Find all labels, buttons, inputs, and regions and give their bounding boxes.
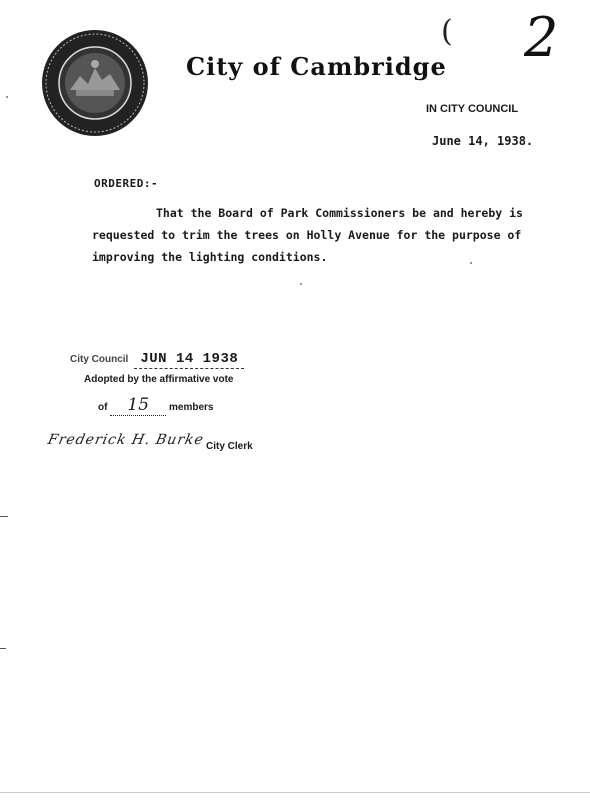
order-body (92, 202, 552, 268)
ordered-heading: ORDERED:- (94, 177, 159, 190)
scan-mark (0, 516, 8, 517)
stamp-date: JUN 14 1938 (134, 351, 244, 369)
council-heading: IN CITY COUNCIL (426, 103, 519, 115)
handwritten-mark-paren: ( (441, 14, 453, 49)
city-title: City of Cambridge (186, 52, 447, 81)
clerk-title: City Clerk (206, 441, 253, 452)
order-line-1: That the Board of Park Commissioners be and hereby is (156, 206, 523, 220)
scan-speck (6, 96, 8, 98)
order-line-2: requested to trim the trees on Holly Avenue for the purpose of (92, 228, 522, 242)
stamp-date-row (70, 347, 244, 369)
city-seal-icon (40, 28, 150, 138)
vote-count: 15 (110, 395, 166, 416)
handwritten-page-number: 2 (524, 6, 559, 69)
scan-mark (0, 792, 590, 793)
order-date: June 14, 1938. (432, 134, 534, 148)
scan-speck (470, 262, 472, 264)
stamp-prefix: City Council (70, 354, 129, 365)
scan-speck (300, 283, 302, 285)
stamp-of-label: of (98, 402, 108, 413)
order-line-3: improving the lighting conditions. (92, 250, 328, 264)
stamp-vote-row (98, 395, 213, 416)
clerk-signature: Frederick H. Burke (46, 432, 206, 448)
stamp-members-label: members (169, 402, 214, 413)
scan-mark (0, 648, 6, 649)
stamp-adopted-text: Adopted by the affirmative vote (84, 374, 234, 385)
